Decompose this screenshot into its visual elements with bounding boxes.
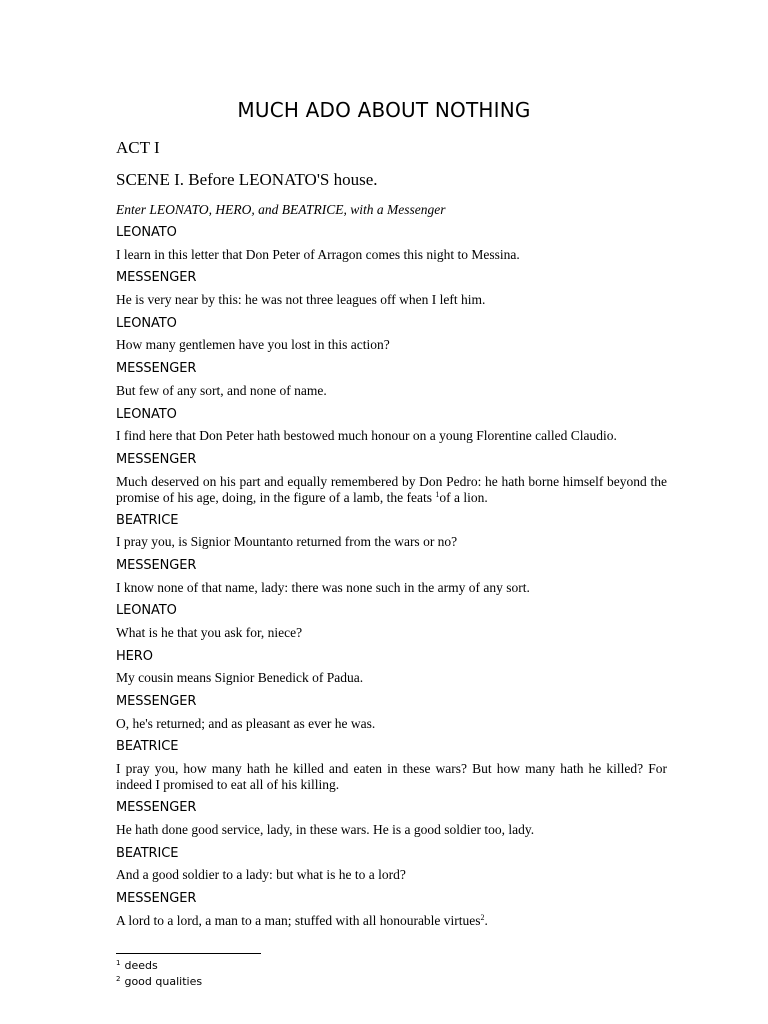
speech-line: But few of any sort, and none of name. [116,382,327,398]
speaker-name: LEONATO [116,315,177,331]
dialogue-block [116,224,667,935]
speaker-name: BEATRICE [116,739,179,755]
speech-line: I learn in this letter that Don Peter of Arragon comes this night to Messina. [116,246,520,262]
speaker-name: LEONATO [116,603,177,619]
footnote-text: good qualities [124,975,203,988]
footnote-item [116,958,202,974]
act-heading: ACT I [116,138,160,157]
footnotes [116,958,202,990]
speech-line: I know none of that name, lady: there was none such in the army of any sort. [116,579,530,595]
speaker-name: MESSENGER [116,557,197,573]
speech-line: What is he that you ask for, niece? [116,625,303,640]
speaker-name: LEONATO [116,225,177,240]
footnote-divider [116,953,261,954]
speaker-name: MESSENGER [116,694,197,710]
speech-line: I find here that Don Peter hath bestowed much honour on a young Florentine called Claudio. [116,428,617,444]
speech-line [116,913,667,936]
speaker-name: MESSENGER [116,890,197,906]
speaker-name: BEATRICE [116,512,179,528]
stage-direction: Enter LEONATO, HERO, and BEATRICE, with a Messenger [116,202,446,217]
footnote-mark: 2 [116,975,121,983]
footnote-item [116,974,202,990]
speech-line: I pray you, how many hath he killed and eaten in these wars? But how many hath he killed? For indeed I promised to eat all of his killing. [116,761,667,793]
speech-line: He hath done good service, lady, in these wars. He is a good soldier too, lady. [116,821,535,837]
speech-line [116,474,667,506]
speaker-name: BEATRICE [116,845,179,861]
speech-text: Much deserved on his part and equally remembered by Don Pedro: he hath borne himself beyond the promise of his age, doing, in the figure of a lamb, the feats [116,473,667,505]
speech-line: He is very near by this: he was not three leagues off when I left him. [116,292,486,308]
speech-line: How many gentlemen have you lost in this action? [116,337,390,353]
footnote-text: deeds [124,959,158,972]
speaker-name: HERO [116,648,153,664]
speech-line: I pray you, is Signior Mountanto returned from the wars or no? [116,534,458,550]
speaker-name: MESSENGER [116,800,197,816]
footnote-reference: 2 [480,912,485,922]
speech-text: of a lion. [439,489,488,505]
play-title: MUCH ADO ABOUT NOTHING [237,98,531,122]
speech-line: And a good soldier to a lady: but what is he to a lord? [116,867,406,883]
footnote-reference: 1 [435,489,440,499]
speaker-name: MESSENGER [116,270,197,286]
speech-line: O, he's returned; and as pleasant as ever he was. [116,715,376,731]
speaker-name: MESSENGER [116,451,197,467]
scene-heading: SCENE I. Before LEONATO'S house. [116,170,378,189]
footnote-mark: 1 [116,959,121,967]
speech-text: . [484,912,488,928]
speaker-name: LEONATO [116,406,177,422]
speaker-name: MESSENGER [116,361,197,377]
speech-text: A lord to a lord, a man to a man; stuffed with all honourable virtues [116,912,481,928]
speech-line: My cousin means Signior Benedick of Padua. [116,670,364,686]
